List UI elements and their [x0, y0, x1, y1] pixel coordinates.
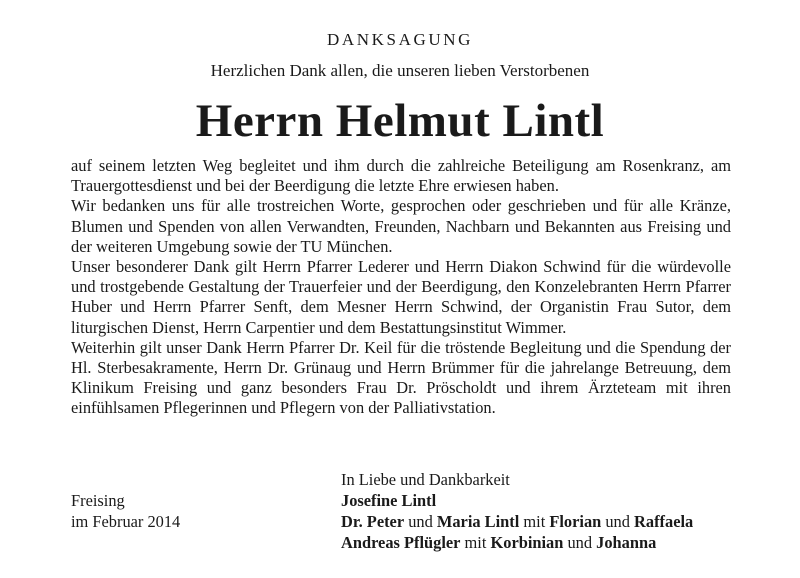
conjunction: und: [404, 512, 437, 531]
paragraph-1: auf seinem letzten Weg begleitet und ihm durch die zahlreiche Beteiligung am Rosenkranz, am Trauergottesdienst und bei der Beerdigung die letzte Ehre erwiesen haben.: [71, 156, 731, 196]
conjunction: mit: [519, 512, 550, 531]
deceased-name: Herrn Helmut Lintl: [195, 95, 605, 147]
place: Freising: [71, 491, 125, 510]
paragraph-2: Wir bedanken uns für alle trostreichen Worte, gesprochen oder geschrieben und für alle Kränze, Blumen und Spenden von allen Verwandten, Freunden, Nachbarn und Bekannten aus Freising und der weiteren Umgebung sowie der TU München.: [71, 196, 731, 256]
signer-name: Johanna: [596, 533, 657, 552]
place-date: [71, 490, 180, 532]
signer-name: Florian: [549, 512, 602, 531]
signer-name: Raffaela: [634, 512, 694, 531]
signer-line-3: [341, 532, 693, 553]
conjunction: und: [601, 512, 635, 531]
signer-name: Maria Lintl: [436, 512, 520, 531]
closing-phrase: In Liebe und Dankbarkeit: [341, 470, 510, 489]
signer-name: Josefine Lintl: [341, 491, 437, 510]
signer-line-2: [341, 511, 693, 532]
body-text: [71, 156, 731, 419]
signer-name: Andreas Pflügler: [341, 533, 461, 552]
signer-name: Korbinian: [490, 533, 564, 552]
notice-heading: DANKSAGUNG: [327, 30, 473, 49]
paragraph-3: Unser besonderer Dank gilt Herrn Pfarrer Lederer und Herrn Diakon Schwind für die würdevolle und trostgebende Gestaltung der Trauerfeier und der Beerdigung, den Konzelebranten Herrn Pfarrer Huber und Herrn Pfarrer Senft, dem Mesner Herrn Schwind, der Organistin Frau Sutor, dem liturgischen Dienst, Herrn Carpentier und dem Bestattungsinstitut Wimmer.: [71, 257, 731, 337]
paragraph-4: Weiterhin gilt unser Dank Herrn Pfarrer Dr. Keil für die tröstende Begleitung und die Spendung der Hl. Sterbesakramente, Herrn Dr. Grünaug und Herrn Brümmer für die jahrelange Betreuung, dem Klinikum Freising und ganz besonders Frau Dr. Pröscholdt und ihrem Ärzteteam mit ihren einfühlsamen Pflegerinnen und Pflegern von der Palliativstation.: [71, 337, 731, 418]
signer-line-1: [341, 490, 693, 511]
intro-line: Herzlichen Dank allen, die unseren lieben Verstorbenen: [210, 61, 590, 80]
signers: [341, 490, 693, 553]
conjunction: mit: [460, 533, 491, 552]
date: im Februar 2014: [71, 512, 181, 531]
signer-name: Dr. Peter: [341, 512, 405, 531]
conjunction: und: [563, 533, 597, 552]
